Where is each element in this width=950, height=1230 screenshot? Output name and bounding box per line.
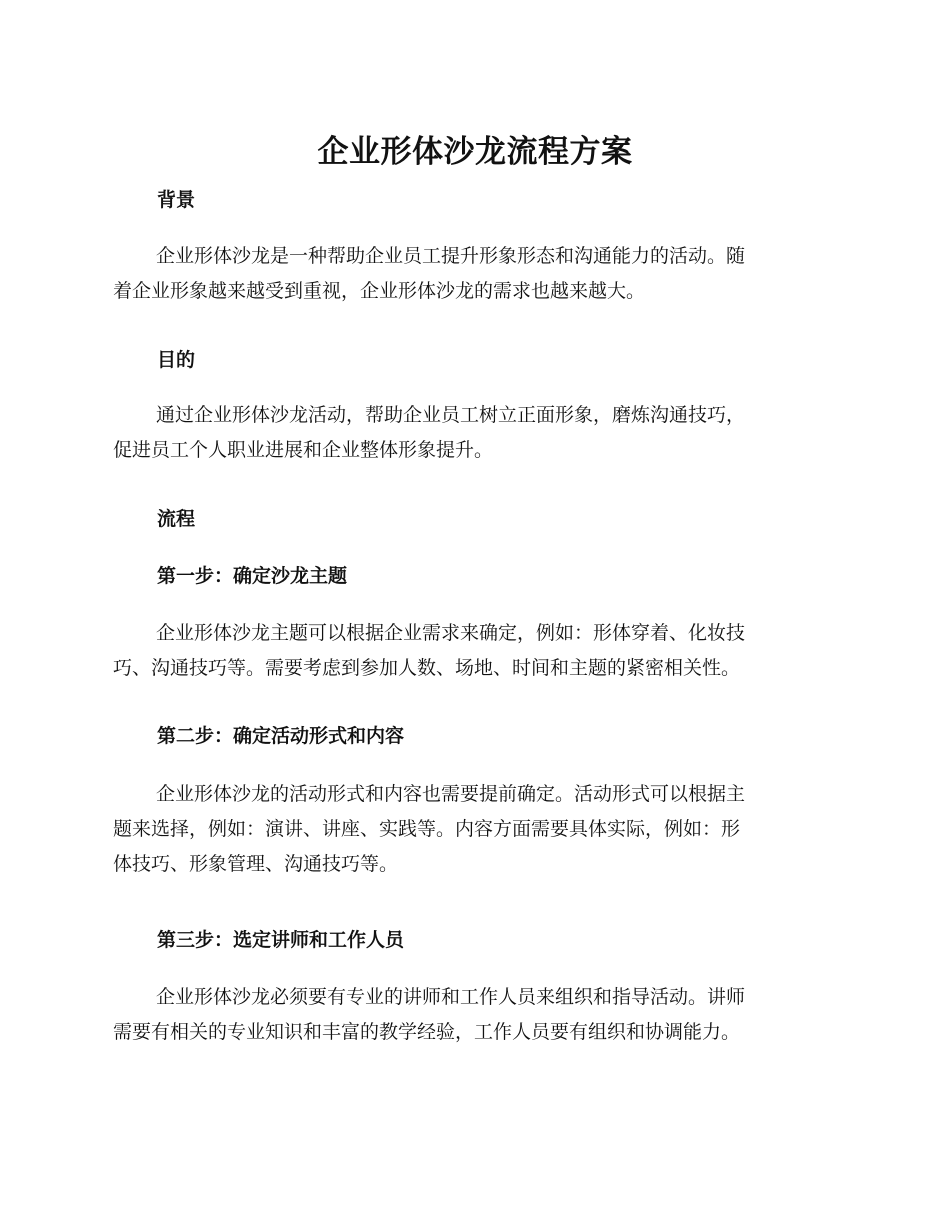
paragraph-line: 企业形体沙龙是一种帮助企业员工提升形象形态和沟通能力的活动。随 bbox=[156, 245, 746, 267]
section-heading-background: 背景 bbox=[157, 189, 196, 211]
paragraph-line: 着企业形象越来越受到重视，企业形体沙龙的需求也越来越大。 bbox=[113, 280, 646, 302]
section-heading-process: 流程 bbox=[157, 508, 196, 530]
paragraph-line: 题来选择，例如：演讲、讲座、实践等。内容方面需要具体实际，例如：形 bbox=[113, 818, 741, 840]
paragraph-line: 企业形体沙龙主题可以根据企业需求来确定，例如：形体穿着、化妆技 bbox=[156, 622, 746, 644]
paragraph-line: 企业形体沙龙的活动形式和内容也需要提前确定。活动形式可以根据主 bbox=[156, 783, 746, 805]
paragraph-step-1 bbox=[113, 616, 831, 686]
paragraph-purpose bbox=[113, 398, 831, 468]
paragraph-line: 巧、沟通技巧等。需要考虑到参加人数、场地、时间和主题的紧密相关性。 bbox=[113, 657, 741, 679]
step-heading-3: 第三步：选定讲师和工作人员 bbox=[157, 929, 405, 951]
paragraph-background bbox=[113, 239, 831, 309]
step-heading-1: 第一步：确定沙龙主题 bbox=[157, 565, 348, 587]
paragraph-step-2 bbox=[113, 777, 831, 882]
paragraph-line: 需要有相关的专业知识和丰富的教学经验，工作人员要有组织和协调能力。 bbox=[113, 1021, 741, 1043]
paragraph-line: 通过企业形体沙龙活动，帮助企业员工树立正面形象，磨炼沟通技巧， bbox=[156, 404, 746, 426]
document-title: 企业形体沙龙流程方案 bbox=[317, 134, 633, 170]
step-heading-2: 第二步：确定活动形式和内容 bbox=[157, 725, 405, 747]
paragraph-step-3 bbox=[113, 980, 831, 1050]
paragraph-line: 促进员工个人职业进展和企业整体形象提升。 bbox=[113, 439, 494, 461]
paragraph-line: 企业形体沙龙必须要有专业的讲师和工作人员来组织和指导活动。讲师 bbox=[156, 986, 746, 1008]
paragraph-line: 体技巧、形象管理、沟通技巧等。 bbox=[113, 853, 399, 875]
section-heading-purpose: 目的 bbox=[157, 349, 196, 371]
